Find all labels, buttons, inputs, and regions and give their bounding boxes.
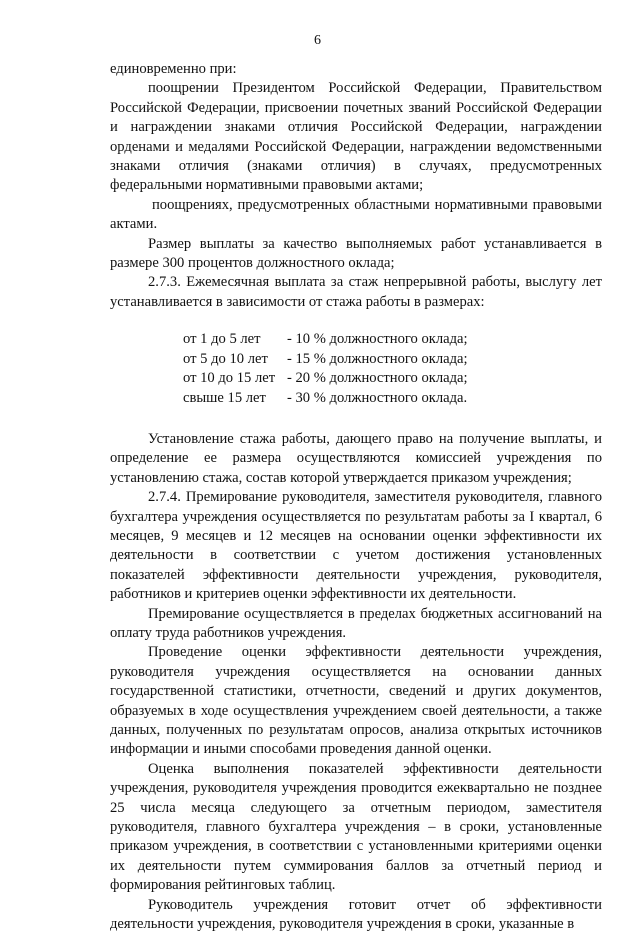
paragraph-p0: единовременно при: (110, 61, 237, 77)
seniority-amount: - 15 % должностного оклада; (287, 350, 468, 367)
document-body (110, 60, 602, 934)
seniority-period: от 5 до 10 лет (183, 350, 268, 367)
spacer (110, 312, 602, 330)
paragraph-p10: Руководитель учреждения готовит отчет об эффективности деятельности учреждения, руководителя учреждения в сроки, указанные в (110, 896, 602, 933)
paragraphs-before (110, 60, 602, 312)
paragraph-p3: Размер выплаты за качество выполняемых работ устанавливается в размере 300 процентов должностного оклада; (110, 235, 602, 272)
paragraphs-after (110, 430, 602, 934)
seniority-row (183, 350, 602, 369)
seniority-amount: - 30 % должностного оклада. (287, 389, 468, 406)
paragraph-p5: Установление стажа работы, дающего право на получение выплаты, и определение ее размера осуществляются комиссией учреждения по установлению стажа, состав которой утверждается приказом учреждения; (110, 430, 602, 486)
seniority-amount: - 20 % должностного оклада; (287, 370, 468, 387)
paragraph-p7: Премирование осуществляется в пределах бюджетных ассигнований на оплату труда работников учреждения. (110, 605, 602, 641)
spacer (110, 408, 602, 430)
seniority-row (183, 369, 602, 388)
paragraph-p8: Проведение оценки эффективности деятельности учреждения, руководителя учреждения осуществляется на основании данных государственной статистики, отчетности, сведений и других документов, образуемых в ходе осуществления учреждением своей деятельности, а также данных, полученных по результатам опросов, анализа открытых источников информации и иными способами проведения данной оценки. (110, 644, 602, 758)
paragraph-p9: Оценка выполнения показателей эффективности деятельности учреждения, руководителя учреждения проводится ежеквартально не позднее 25 числа месяца следующего за отчетным периодом, заместителя руководителя, главного бухгалтера учреждения – в сроки, установленные приказом учреждения, в соответствии с установленными критериями оценки их деятельности путем суммирования баллов за отчетный период и формирования рейтинговых таблиц. (110, 760, 602, 894)
seniority-period: от 1 до 5 лет (183, 331, 261, 348)
seniority-period: свыше 15 лет (183, 389, 266, 406)
seniority-table (183, 330, 602, 408)
seniority-row (183, 330, 602, 349)
paragraph-p1: поощрении Президентом Российской Федерации, Правительством Российской Федерации, присвоении почетных званий Российской Федерации и награждении знаками отличия Российской Федерации, награждении орденами и медалями Российской Федерации, награждении ведомственными знаками отличия (знаками отличия) в случаях, предусмотренных федеральными нормативными правовыми актами; (110, 80, 602, 194)
paragraph-p4: 2.7.3. Ежемесячная выплата за стаж непрерывной работы, выслугу лет устанавливается в зависимости от стажа работы в размерах: (110, 274, 602, 310)
seniority-row (183, 389, 602, 408)
paragraph-p2: поощрениях, предусмотренных областными нормативными правовыми актами. (110, 196, 602, 233)
seniority-period: от 10 до 15 лет (183, 370, 276, 387)
paragraph-p6: 2.7.4. Премирование руководителя, заместителя руководителя, главного бухгалтера учреждения осуществляется по результатам работы за I квартал, 6 месяцев, 9 месяцев и 12 месяцев на основании оценки эффективности их деятельности в соответствии с учетом достижения установленных показателей эффективности деятельности учреждения, руководителя, работников и критериев оценки эффективности их деятельности. (110, 489, 602, 603)
page-number: 6 (314, 33, 321, 48)
seniority-amount: - 10 % должностного оклада; (287, 331, 468, 348)
